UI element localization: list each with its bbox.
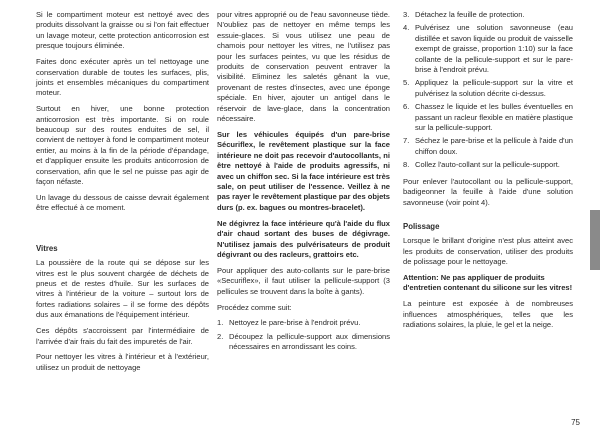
list-item: 2. Découpez la pellicule-support aux dimensions nécessaires en arrondissant les coins. (217, 331, 390, 352)
list-item: 4. Pulvérisez une solution savonneuse (eau distillée et savon liquide ou produit de vaisselle exempt de graisse, proportion 1:10) sur la face collante de la pellicule-support et sur le pare-brise à l'endroit prévu. (403, 23, 573, 75)
warning-paragraph: Sur les véhicules équipés d'un pare-brise Sécuriflex, le revêtement plastique sur la face intérieure ne doit pas recevoir d'autocollants, ni être nettoyé à l'aide de produits agressifs, ni avec un chiffon sec. Si la face intérieure est très sale, on peut utiliser de l'essence. Veillez à ne pas rayer le revêtement plastique par des objets durs (p. ex. bagues ou montres-bracelet). (217, 129, 390, 212)
steps-list (217, 318, 390, 352)
column-right (403, 10, 573, 336)
warning-paragraph: Attention: Ne pas appliquer de produits d'entretien contenant du silicone sur les vitres! (403, 273, 573, 293)
paragraph: La peinture est exposée à de nombreuses influences atmosphériques, telles que les radiations solaires, la pluie, le gel et la neige. (403, 299, 573, 330)
paragraph: La poussière de la route qui se dépose sur les vitres est le plus souvent chargée de déchets de pneus et de restes d'huile. Sur les surfaces de vitres à l'intérieur de la voiture – surtout lors de fortes radiations solaires – il se forme des dépôts dus aux émanations de l'équipement intérieur. (36, 258, 209, 320)
paragraph: Si le compartiment moteur est nettoyé avec des produits dissolvant la graisse ou si l'on fait effectuer un lavage moteur, cette protection anticorrosion est presque toujours éliminée. (36, 10, 209, 51)
page-number: 75 (571, 418, 580, 427)
paragraph: Un lavage du dessous de caisse devrait également être effectué à ce moment. (36, 193, 209, 213)
section-tab-marker (590, 210, 600, 270)
list-item: 6. Chassez le liquide et les bulles éventuelles en passant un racleur flexible en matière plastique sur la pellicule-support. (403, 102, 573, 133)
list-item: 3. Détachez la feuille de protection. (403, 10, 525, 19)
paragraph: Lorsque le brillant d'origine n'est plus atteint avec les produits de conservation, utiliser des produits de polissage pour le nettoyage. (403, 236, 573, 267)
column-left (36, 10, 209, 379)
section-heading-polissage: Polissage (403, 221, 440, 231)
paragraph: Pour nettoyer les vitres à l'intérieur et à l'extérieur, utilisez un produit de nettoyage (36, 352, 209, 372)
paragraph: Surtout en hiver, une bonne protection anticorrosion est très importante. Si on roule beaucoup sur des routes enduites de sel, il convient de nettoyer à fond le compartiment moteur entier, au moins à la fin de la période d'épandage, et d'appliquer ensuite les produits anticorrosion de conservation, afin que le sel ne puisse pas agir de façon néfaste. (36, 104, 209, 187)
paragraph: Ces dépôts s'accroissent par l'intermédiaire de l'arrivée d'air frais du fait des impuretés de l'air. (36, 326, 209, 346)
section-heading-vitres: Vitres (36, 243, 58, 253)
paragraph: Procédez comme suit: (217, 302, 292, 312)
paragraph: Pour enlever l'autocollant ou la pellicule-support, badigeonner la feuille à l'aide d'une solution savonneuse (voir point 4). (403, 176, 573, 207)
column-middle (217, 10, 390, 359)
list-item: 1. Nettoyez le pare-brise à l'endroit prévu. (217, 318, 361, 328)
warning-paragraph: Ne dégivrez la face intérieure qu'à l'aide du flux d'air chaud sortant des buses de dégivrage. N'utilisez jamais des pulvérisateurs de produit dégivrant ou des racleurs, grattoirs etc. (217, 218, 390, 259)
list-item: 5. Appliquez la pellicule-support sur la vitre et pulvérisez la solution décrite ci-dessus. (403, 78, 573, 98)
list-item: 8. Collez l'auto-collant sur la pellicule-support. (403, 160, 560, 170)
paragraph: Pour appliquer des auto-collants sur le pare-brise «Securiflex», il faut utiliser la pellicule-support (3 pellicules se trouvent dans la boîte à gants). (217, 265, 390, 296)
steps-list (403, 10, 573, 171)
paragraph: pour vitres approprié ou de l'eau savonneuse tiède. N'oubliez pas de nettoyer en même temps les essuie-glaces. Si vous utilisez une peau de chamois pour nettoyer les vitres, ne l'utilisez pas pour les surfaces peintes, vu que les résidus de produits de conservation peuvent entraver la visibilité. Eliminez les saletés gênant la vue, provenant de restes d'insectes, avec une éponge spéciale. En hiver, ajouter un antigel dans le réservoir de lave-glace, dans la concentration nécessaire. (217, 10, 390, 124)
paragraph: Faites donc exécuter après un tel nettoyage une conservation durable de toutes les surfaces, plis, joints et ensembles mécaniques du compartiment moteur. (36, 57, 209, 98)
list-item: 7. Séchez le pare-brise et la pellicule à l'aide d'un chiffon doux. (403, 136, 573, 156)
